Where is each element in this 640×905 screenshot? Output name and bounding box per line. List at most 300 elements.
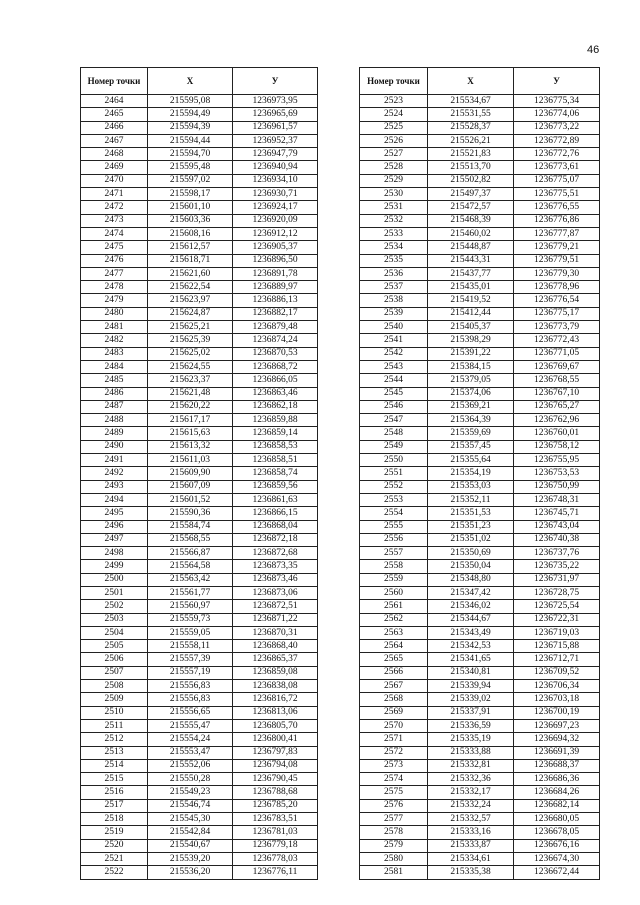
cell-y: 1236920,09 (233, 214, 318, 227)
cell-y: 1236750,99 (514, 480, 600, 493)
cell-x: 215350,69 (428, 547, 514, 560)
cell-x: 215347,42 (428, 586, 514, 599)
cell-x: 215391,22 (428, 347, 514, 360)
cell-y: 1236788,68 (233, 786, 318, 799)
cell-point-number: 2577 (360, 813, 428, 826)
cell-x: 215435,01 (428, 281, 514, 294)
cell-y: 1236866,15 (233, 507, 318, 520)
table-row (81, 121, 318, 134)
cell-x: 215615,63 (148, 427, 233, 440)
cell-y: 1236731,97 (514, 573, 600, 586)
table-row (81, 174, 318, 187)
table-row (360, 148, 600, 161)
cell-x: 215348,80 (428, 573, 514, 586)
table-row (360, 573, 600, 586)
table-row (360, 547, 600, 560)
table-row (81, 653, 318, 666)
cell-x: 215359,69 (428, 427, 514, 440)
cell-x: 215598,17 (148, 188, 233, 201)
cell-y: 1236863,46 (233, 387, 318, 400)
cell-point-number: 2466 (81, 121, 148, 134)
table-row (360, 719, 600, 732)
cell-y: 1236778,03 (233, 852, 318, 865)
cell-x: 215609,90 (148, 467, 233, 480)
cell-y: 1236725,54 (514, 600, 600, 613)
cell-x: 215369,21 (428, 400, 514, 413)
cell-x: 215335,19 (428, 733, 514, 746)
cell-point-number: 2473 (81, 214, 148, 227)
cell-point-number: 2469 (81, 161, 148, 174)
cell-y: 1236674,30 (514, 852, 600, 865)
cell-point-number: 2558 (360, 560, 428, 573)
cell-y: 1236924,17 (233, 201, 318, 214)
cell-point-number: 2530 (360, 188, 428, 201)
cell-y: 1236862,18 (233, 400, 318, 413)
cell-x: 215526,21 (428, 134, 514, 147)
cell-y: 1236769,67 (514, 360, 600, 373)
cell-x: 215332,57 (428, 813, 514, 826)
table-row (360, 640, 600, 653)
cell-point-number: 2559 (360, 573, 428, 586)
cell-x: 215342,53 (428, 640, 514, 653)
cell-point-number: 2472 (81, 201, 148, 214)
table-row (360, 759, 600, 772)
cell-y: 1236879,48 (233, 321, 318, 334)
cell-x: 215618,71 (148, 254, 233, 267)
cell-x: 215332,24 (428, 799, 514, 812)
table-row (360, 134, 600, 147)
table-row (360, 799, 600, 812)
cell-point-number: 2484 (81, 360, 148, 373)
table-row (81, 613, 318, 626)
cell-point-number: 2579 (360, 839, 428, 852)
table-row (360, 467, 600, 480)
cell-y: 1236779,30 (514, 267, 600, 280)
table-row (360, 693, 600, 706)
cell-x: 215335,38 (428, 866, 514, 879)
cell-y: 1236882,17 (233, 307, 318, 320)
table-row (81, 108, 318, 121)
cell-point-number: 2575 (360, 786, 428, 799)
header-point-number: Номер точки (81, 68, 148, 95)
cell-point-number: 2549 (360, 440, 428, 453)
cell-point-number: 2546 (360, 400, 428, 413)
cell-y: 1236768,55 (514, 374, 600, 387)
table-row (360, 613, 600, 626)
cell-y: 1236868,04 (233, 520, 318, 533)
cell-x: 215594,39 (148, 121, 233, 134)
cell-x: 215550,28 (148, 773, 233, 786)
cell-y: 1236773,61 (514, 161, 600, 174)
cell-x: 215355,64 (428, 454, 514, 467)
cell-y: 1236858,53 (233, 440, 318, 453)
table-row (81, 201, 318, 214)
cell-y: 1236838,08 (233, 680, 318, 693)
cell-y: 1236735,22 (514, 560, 600, 573)
cell-y: 1236858,74 (233, 467, 318, 480)
cell-y: 1236678,05 (514, 826, 600, 839)
cell-point-number: 2535 (360, 254, 428, 267)
cell-y: 1236859,56 (233, 480, 318, 493)
cell-y: 1236776,54 (514, 294, 600, 307)
cell-point-number: 2475 (81, 241, 148, 254)
cell-y: 1236858,51 (233, 454, 318, 467)
cell-x: 215531,55 (428, 108, 514, 121)
cell-point-number: 2515 (81, 773, 148, 786)
table-row (360, 214, 600, 227)
table-row (81, 148, 318, 161)
cell-x: 215339,94 (428, 680, 514, 693)
cell-y: 1236777,87 (514, 227, 600, 240)
cell-point-number: 2481 (81, 321, 148, 334)
cell-y: 1236776,86 (514, 214, 600, 227)
table-row (81, 826, 318, 839)
cell-x: 215536,20 (148, 866, 233, 879)
cell-point-number: 2555 (360, 520, 428, 533)
table-row (360, 360, 600, 373)
cell-point-number: 2492 (81, 467, 148, 480)
cell-y: 1236694,32 (514, 733, 600, 746)
cell-y: 1236758,12 (514, 440, 600, 453)
cell-y: 1236952,37 (233, 134, 318, 147)
cell-point-number: 2522 (81, 866, 148, 879)
table-row (360, 334, 600, 347)
cell-x: 215603,36 (148, 214, 233, 227)
table-row (360, 746, 600, 759)
cell-y: 1236773,79 (514, 321, 600, 334)
cell-y: 1236728,75 (514, 586, 600, 599)
cell-point-number: 2474 (81, 227, 148, 240)
table-row (81, 773, 318, 786)
cell-y: 1236774,06 (514, 108, 600, 121)
cell-point-number: 2537 (360, 281, 428, 294)
table-row (81, 719, 318, 732)
header-y: У (233, 68, 318, 95)
cell-point-number: 2470 (81, 174, 148, 187)
cell-x: 215448,87 (428, 241, 514, 254)
table-row (81, 254, 318, 267)
cell-y: 1236868,40 (233, 640, 318, 653)
table-row (81, 640, 318, 653)
cell-point-number: 2554 (360, 507, 428, 520)
cell-point-number: 2561 (360, 600, 428, 613)
table-row (81, 95, 318, 108)
cell-y: 1236805,70 (233, 719, 318, 732)
table-row (360, 813, 600, 826)
cell-point-number: 2525 (360, 121, 428, 134)
cell-x: 215351,53 (428, 507, 514, 520)
cell-point-number: 2508 (81, 680, 148, 693)
table-row (360, 121, 600, 134)
table-row (360, 480, 600, 493)
cell-y: 1236775,34 (514, 95, 600, 108)
cell-point-number: 2580 (360, 852, 428, 865)
cell-x: 215595,48 (148, 161, 233, 174)
header-y: У (514, 68, 600, 95)
cell-x: 215343,49 (428, 626, 514, 639)
cell-point-number: 2540 (360, 321, 428, 334)
table-row (360, 95, 600, 108)
cell-y: 1236740,38 (514, 533, 600, 546)
table-row (81, 573, 318, 586)
cell-point-number: 2576 (360, 799, 428, 812)
cell-x: 215625,02 (148, 347, 233, 360)
cell-point-number: 2548 (360, 427, 428, 440)
cell-y: 1236706,34 (514, 680, 600, 693)
cell-point-number: 2489 (81, 427, 148, 440)
cell-x: 215607,09 (148, 480, 233, 493)
cell-y: 1236767,10 (514, 387, 600, 400)
cell-point-number: 2542 (360, 347, 428, 360)
cell-x: 215333,87 (428, 839, 514, 852)
cell-point-number: 2565 (360, 653, 428, 666)
cell-y: 1236753,53 (514, 467, 600, 480)
cell-point-number: 2482 (81, 334, 148, 347)
table-row (360, 786, 600, 799)
cell-y: 1236778,96 (514, 281, 600, 294)
cell-point-number: 2519 (81, 826, 148, 839)
table-row (81, 813, 318, 826)
cell-y: 1236719,03 (514, 626, 600, 639)
table-row (81, 414, 318, 427)
cell-y: 1236800,41 (233, 733, 318, 746)
cell-point-number: 2568 (360, 693, 428, 706)
cell-y: 1236755,95 (514, 454, 600, 467)
cell-point-number: 2572 (360, 746, 428, 759)
cell-x: 215584,74 (148, 520, 233, 533)
table-row (81, 480, 318, 493)
table-row (360, 454, 600, 467)
cell-point-number: 2552 (360, 480, 428, 493)
cell-y: 1236680,05 (514, 813, 600, 826)
cell-point-number: 2467 (81, 134, 148, 147)
cell-x: 215437,77 (428, 267, 514, 280)
cell-point-number: 2524 (360, 108, 428, 121)
cell-x: 215521,83 (428, 148, 514, 161)
cell-x: 215620,22 (148, 400, 233, 413)
table-row (360, 427, 600, 440)
cell-point-number: 2487 (81, 400, 148, 413)
cell-point-number: 2531 (360, 201, 428, 214)
cell-x: 215534,67 (428, 95, 514, 108)
cell-x: 215374,06 (428, 387, 514, 400)
cell-y: 1236688,37 (514, 759, 600, 772)
cell-point-number: 2539 (360, 307, 428, 320)
table-row (81, 400, 318, 413)
cell-point-number: 2502 (81, 600, 148, 613)
table-row (81, 799, 318, 812)
cell-y: 1236947,79 (233, 148, 318, 161)
cell-point-number: 2486 (81, 387, 148, 400)
cell-x: 215398,29 (428, 334, 514, 347)
cell-x: 215623,97 (148, 294, 233, 307)
cell-y: 1236874,24 (233, 334, 318, 347)
cell-x: 215472,57 (428, 201, 514, 214)
cell-x: 215559,73 (148, 613, 233, 626)
cell-y: 1236775,17 (514, 307, 600, 320)
cell-x: 215546,74 (148, 799, 233, 812)
table-row (360, 653, 600, 666)
cell-point-number: 2491 (81, 454, 148, 467)
cell-y: 1236785,20 (233, 799, 318, 812)
cell-point-number: 2529 (360, 174, 428, 187)
table-header-row (81, 68, 318, 95)
cell-point-number: 2493 (81, 480, 148, 493)
cell-point-number: 2516 (81, 786, 148, 799)
table-row (81, 374, 318, 387)
table-row (81, 626, 318, 639)
table-row (81, 467, 318, 480)
table-row (81, 493, 318, 506)
cell-x: 215556,83 (148, 693, 233, 706)
cell-x: 215337,91 (428, 706, 514, 719)
cell-y: 1236940,94 (233, 161, 318, 174)
table-row (81, 533, 318, 546)
cell-x: 215608,16 (148, 227, 233, 240)
cell-x: 215556,65 (148, 706, 233, 719)
cell-y: 1236779,18 (233, 839, 318, 852)
cell-x: 215528,37 (428, 121, 514, 134)
table-row (81, 307, 318, 320)
table-row (360, 493, 600, 506)
table-row (360, 440, 600, 453)
cell-y: 1236961,57 (233, 121, 318, 134)
table-body-right (360, 95, 600, 880)
cell-point-number: 2533 (360, 227, 428, 240)
cell-x: 215556,83 (148, 680, 233, 693)
cell-x: 215555,47 (148, 719, 233, 732)
table-row (81, 746, 318, 759)
cell-x: 215624,87 (148, 307, 233, 320)
cell-x: 215560,97 (148, 600, 233, 613)
coordinates-table-left (80, 67, 318, 880)
cell-x: 215561,77 (148, 586, 233, 599)
cell-point-number: 2566 (360, 666, 428, 679)
cell-point-number: 2553 (360, 493, 428, 506)
cell-y: 1236691,39 (514, 746, 600, 759)
cell-y: 1236873,46 (233, 573, 318, 586)
cell-point-number: 2490 (81, 440, 148, 453)
cell-y: 1236891,78 (233, 267, 318, 280)
cell-y: 1236686,36 (514, 773, 600, 786)
cell-point-number: 2526 (360, 134, 428, 147)
cell-x: 215332,81 (428, 759, 514, 772)
cell-y: 1236765,27 (514, 400, 600, 413)
cell-x: 215612,57 (148, 241, 233, 254)
cell-x: 215564,58 (148, 560, 233, 573)
cell-point-number: 2532 (360, 214, 428, 227)
table-row (360, 733, 600, 746)
cell-point-number: 2581 (360, 866, 428, 879)
cell-y: 1236748,31 (514, 493, 600, 506)
table-row (81, 507, 318, 520)
cell-point-number: 2507 (81, 666, 148, 679)
cell-x: 215595,08 (148, 95, 233, 108)
cell-point-number: 2476 (81, 254, 148, 267)
header-x: X (428, 68, 514, 95)
table-row (81, 427, 318, 440)
cell-point-number: 2505 (81, 640, 148, 653)
cell-point-number: 2541 (360, 334, 428, 347)
cell-x: 215332,17 (428, 786, 514, 799)
cell-y: 1236762,96 (514, 414, 600, 427)
cell-y: 1236934,10 (233, 174, 318, 187)
cell-point-number: 2562 (360, 613, 428, 626)
cell-x: 215553,47 (148, 746, 233, 759)
cell-y: 1236776,55 (514, 201, 600, 214)
cell-point-number: 2488 (81, 414, 148, 427)
cell-point-number: 2478 (81, 281, 148, 294)
table-row (81, 241, 318, 254)
cell-point-number: 2521 (81, 852, 148, 865)
table-row (81, 866, 318, 879)
table-row (81, 321, 318, 334)
cell-x: 215344,67 (428, 613, 514, 626)
cell-x: 215552,06 (148, 759, 233, 772)
cell-point-number: 2527 (360, 148, 428, 161)
cell-y: 1236872,68 (233, 547, 318, 560)
cell-point-number: 2560 (360, 586, 428, 599)
table-row (81, 547, 318, 560)
cell-point-number: 2500 (81, 573, 148, 586)
cell-x: 215568,55 (148, 533, 233, 546)
cell-point-number: 2503 (81, 613, 148, 626)
cell-x: 215549,23 (148, 786, 233, 799)
table-row (360, 400, 600, 413)
cell-x: 215601,10 (148, 201, 233, 214)
cell-y: 1236865,37 (233, 653, 318, 666)
table-body-left (81, 95, 318, 880)
cell-point-number: 2513 (81, 746, 148, 759)
table-header-row (360, 68, 600, 95)
table-row (360, 773, 600, 786)
cell-y: 1236684,26 (514, 786, 600, 799)
table-row (81, 586, 318, 599)
table-row (360, 321, 600, 334)
cell-y: 1236745,71 (514, 507, 600, 520)
cell-point-number: 2497 (81, 533, 148, 546)
cell-x: 215352,11 (428, 493, 514, 506)
cell-x: 215557,39 (148, 653, 233, 666)
cell-point-number: 2485 (81, 374, 148, 387)
cell-y: 1236794,08 (233, 759, 318, 772)
table-row (360, 307, 600, 320)
table-row (81, 347, 318, 360)
cell-y: 1236676,16 (514, 839, 600, 852)
cell-x: 215590,36 (148, 507, 233, 520)
cell-point-number: 2545 (360, 387, 428, 400)
table-row (360, 507, 600, 520)
header-point-number: Номер точки (360, 68, 428, 95)
cell-x: 215351,02 (428, 533, 514, 546)
table-row (360, 852, 600, 865)
cell-point-number: 2567 (360, 680, 428, 693)
table-row (360, 586, 600, 599)
cell-x: 215405,37 (428, 321, 514, 334)
table-row (360, 387, 600, 400)
cell-x: 215336,59 (428, 719, 514, 732)
cell-x: 215350,04 (428, 560, 514, 573)
cell-y: 1236779,21 (514, 241, 600, 254)
cell-y: 1236861,63 (233, 493, 318, 506)
table-row (360, 254, 600, 267)
cell-point-number: 2501 (81, 586, 148, 599)
cell-x: 215333,16 (428, 826, 514, 839)
cell-x: 215502,82 (428, 174, 514, 187)
cell-x: 215611,03 (148, 454, 233, 467)
cell-y: 1236672,44 (514, 866, 600, 879)
cell-y: 1236872,51 (233, 600, 318, 613)
